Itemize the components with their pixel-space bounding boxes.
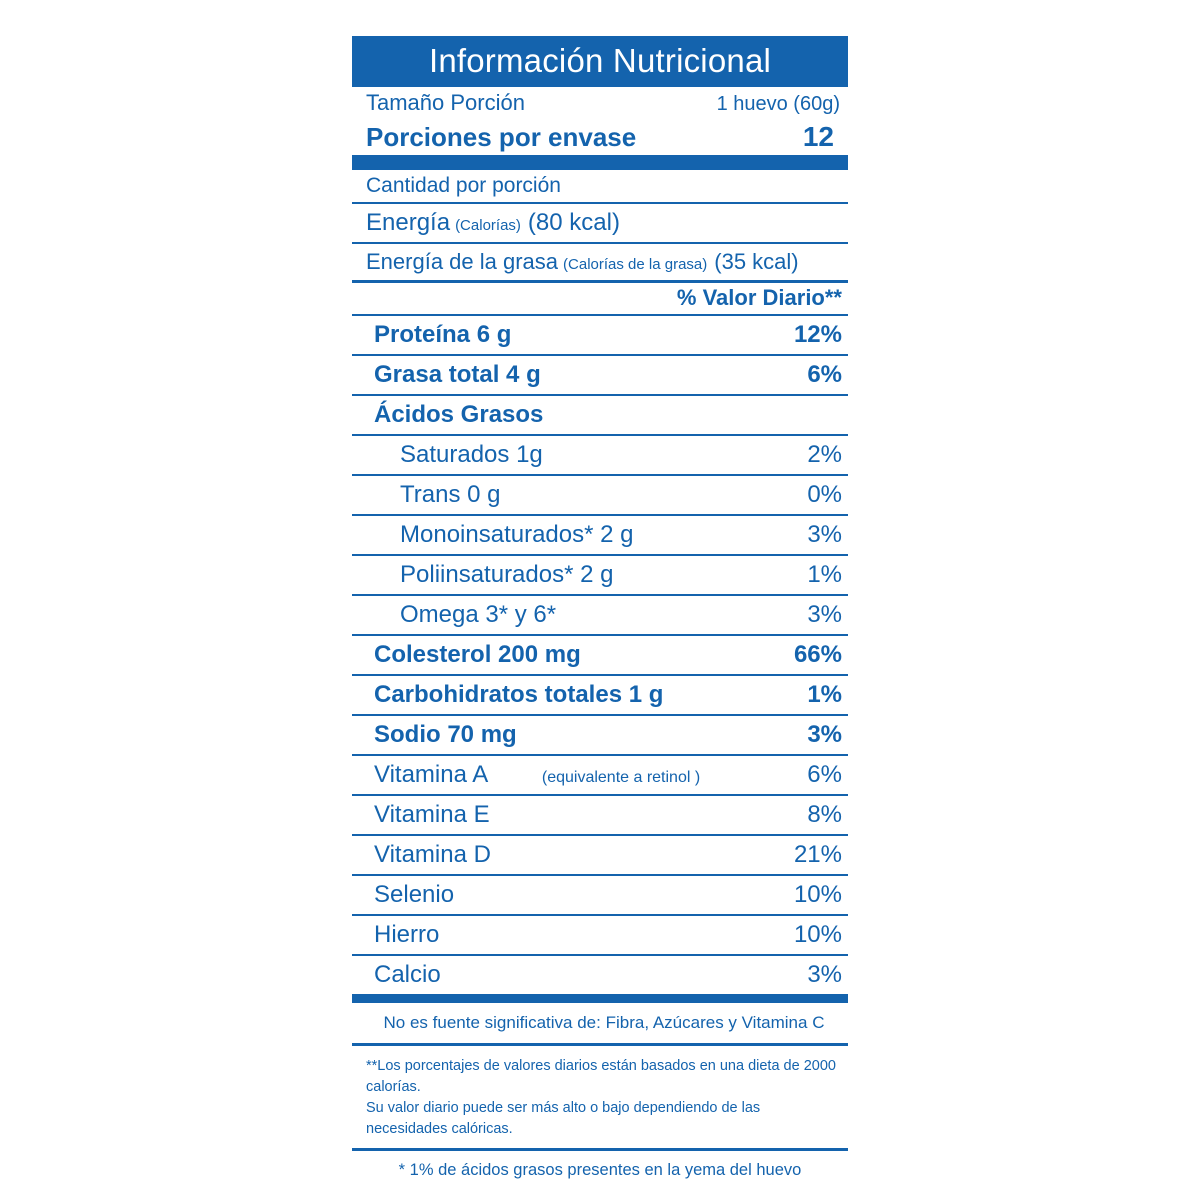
nutrition-facts-panel (352, 36, 848, 1184)
servings-per-container-label: Porciones por envase (366, 122, 637, 152)
nutrient-name: Vitamina A (374, 761, 489, 788)
nutrient-row (352, 834, 848, 874)
nutrient-daily-value: 3% (807, 521, 842, 548)
nutrient-name: Omega 3* y 6* (400, 601, 557, 628)
serving-size-label: Tamaño Porción (366, 90, 525, 115)
energy-from-fat-sublabel: (Calorías de la grasa) (563, 256, 708, 273)
nutrient-daily-value: 12% (793, 321, 842, 348)
nutrient-row (352, 954, 848, 994)
nutrient-row (352, 714, 848, 754)
footnote-daily-values-line2: Su valor diario puede ser más alto o bajo dependiendo de las necesidades calóricas. (366, 1100, 761, 1138)
nutrient-row (352, 754, 848, 794)
nutrient-name: Saturados 1g (400, 441, 543, 468)
nutrient-daily-value: 3% (807, 961, 842, 988)
nutrient-name: Hierro (374, 921, 440, 948)
footnote-not-significant-source: No es fuente significativa de: Fibra, Azúcares y Vitamina C (383, 1013, 825, 1032)
nutrient-name: Proteína 6 g (374, 321, 512, 348)
amount-per-serving-label: Cantidad por porción (366, 174, 561, 197)
nutrient-name-note: (equivalente a retinol ) (541, 769, 701, 786)
nutrient-daily-value: 10% (793, 921, 842, 948)
nutrient-name: Calcio (374, 961, 441, 988)
nutrient-row (352, 514, 848, 554)
energy-from-fat-value: (35 kcal) (714, 249, 799, 274)
nutrient-row (352, 594, 848, 634)
nutrient-daily-value: 3% (807, 601, 842, 628)
servings-per-container-value: 12 (802, 121, 834, 152)
nutrient-name: Vitamina E (374, 801, 490, 828)
nutrient-row (352, 554, 848, 594)
nutrient-daily-value: 66% (793, 641, 842, 668)
nutrient-name: Colesterol 200 mg (374, 641, 581, 668)
nutrient-row (352, 434, 848, 474)
energy-from-fat-row (352, 244, 848, 280)
energy-from-fat-label: Energía de la grasa (366, 249, 559, 274)
panel-title: Información Nutricional (352, 36, 848, 87)
nutrient-name: Trans 0 g (400, 481, 501, 508)
nutrient-row (352, 914, 848, 954)
daily-value-header: % Valor Diario** (676, 285, 842, 310)
energy-row (352, 204, 848, 242)
footnote-fatty-acids: * 1% de ácidos grasos presentes en la yema del huevo (398, 1161, 802, 1180)
footnote-daily-values (352, 1046, 848, 1148)
nutrient-row (352, 874, 848, 914)
nutrient-name: Grasa total 4 g (374, 361, 541, 388)
nutrient-row (352, 794, 848, 834)
nutrient-row (352, 474, 848, 514)
divider-thick-top (352, 155, 848, 170)
nutrient-list (352, 314, 848, 994)
serving-size-row (352, 87, 848, 118)
energy-label: Energía (366, 209, 451, 236)
nutrient-daily-value: 1% (807, 681, 842, 708)
nutrient-daily-value: 2% (807, 441, 842, 468)
nutrient-row (352, 314, 848, 354)
nutrient-daily-value: 8% (807, 801, 842, 828)
nutrient-row (352, 634, 848, 674)
nutrient-row (352, 354, 848, 394)
nutrient-daily-value: 6% (807, 761, 842, 788)
footnote-daily-values-line1: **Los porcentajes de valores diarios están basados en una dieta de 2000 calorías. (366, 1058, 836, 1096)
nutrient-name: Poliinsaturados* 2 g (400, 561, 614, 588)
nutrient-row (352, 674, 848, 714)
nutrient-daily-value: 1% (807, 561, 842, 588)
nutrient-name: Sodio 70 mg (374, 721, 517, 748)
nutrient-name: Monoinsaturados* 2 g (400, 521, 634, 548)
nutrient-daily-value: 21% (793, 841, 842, 868)
nutrient-name: Ácidos Grasos (374, 401, 544, 428)
divider-above-footnotes (352, 994, 848, 1003)
nutrient-daily-value: 10% (793, 881, 842, 908)
nutrient-name: Carbohidratos totales 1 g (374, 681, 664, 708)
nutrient-name: Selenio (374, 881, 455, 908)
energy-sublabel: (Calorías) (455, 217, 521, 234)
energy-value: (80 kcal) (527, 209, 620, 236)
nutrient-daily-value: 6% (807, 361, 842, 388)
nutrient-daily-value: 3% (807, 721, 842, 748)
nutrient-row (352, 394, 848, 434)
nutrient-name: Vitamina D (374, 841, 491, 868)
servings-per-container-row (352, 118, 848, 155)
nutrient-daily-value: 0% (807, 481, 842, 508)
serving-size-value: 1 huevo (60g) (716, 93, 840, 115)
